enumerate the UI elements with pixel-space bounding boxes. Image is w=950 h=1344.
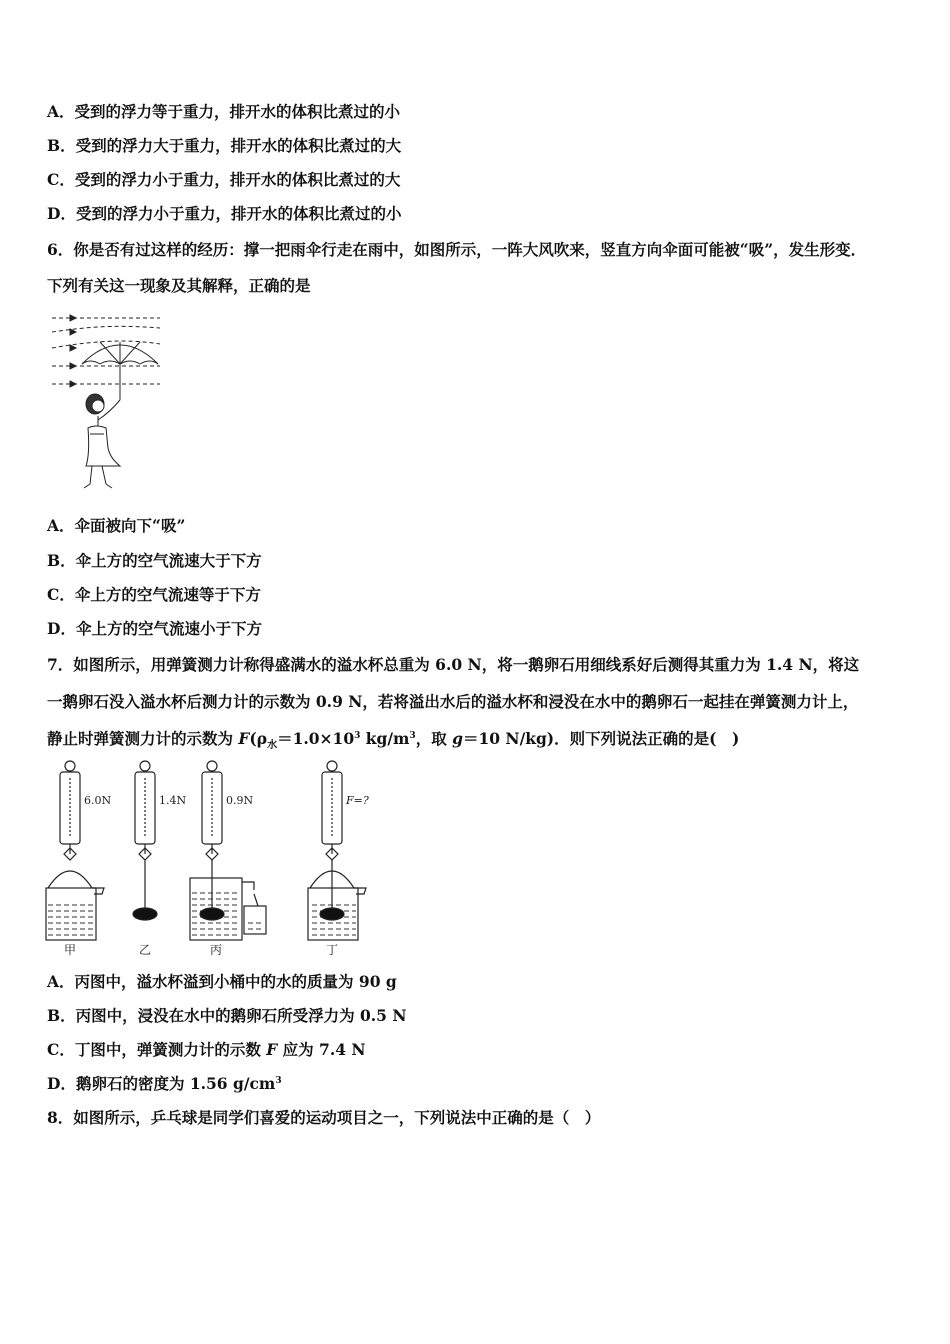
q7-stem-line1: 7．如图所示，用弹簧测力计称得盛满水的溢水杯总重为 6.0 N，将一鹅卵石用细线系好后测得其重力为 1.4 N，将这: [47, 655, 860, 674]
q7-option-a: A．丙图中，溢水杯溢到小桶中的水的质量为 90 g: [47, 972, 397, 991]
scale-yi: [133, 761, 157, 920]
q6-stem-line2: 下列有关这一现象及其解释，正确的是: [47, 276, 311, 295]
q5-option-c: C．受到的浮力小于重力，排开水的体积比煮过的大: [47, 170, 401, 189]
q7-option-c: C．丁图中，弹簧测力计的示数 F 应为 7.4 N: [47, 1040, 366, 1059]
label-bing: 丙: [210, 943, 223, 957]
umbrella-figure: [50, 308, 170, 498]
q8-stem-line1: 8．如图所示，乒乓球是同学们喜爱的运动项目之一，下列说法中正确的是（ ）: [47, 1108, 601, 1127]
q6-option-b: B．伞上方的空气流速大于下方: [47, 551, 262, 570]
reading-ding: F=?: [346, 794, 369, 807]
q7-stem-line3: 静止时弹簧测力计的示数为 $F(\rho_水=1.0\times 10^3$ $kg/m^3$，取 g＝10 N/kg)．则下列说法正确的是( ): [47, 729, 740, 752]
q5-option-d: D．受到的浮力小于重力，排开水的体积比煮过的小: [47, 204, 402, 223]
q5-option-a: A．受到的浮力等于重力，排开水的体积比煮过的小: [47, 102, 401, 121]
scale-jia: [46, 761, 104, 940]
label-yi: 乙: [139, 943, 152, 957]
reading-jia: 6.0N: [84, 794, 112, 807]
reading-bing: 0.9N: [226, 794, 254, 807]
scale-ding: [308, 761, 366, 940]
girl-icon: [84, 394, 120, 488]
q6-option-c: C．伞上方的空气流速等于下方: [47, 585, 261, 604]
reading-yi: 1.4N: [159, 794, 187, 807]
umbrella-icon: [82, 342, 158, 400]
label-ding: 丁: [326, 943, 339, 957]
q6-option-a: A．伞面被向下“吸”: [47, 516, 186, 535]
q5-option-b: B．受到的浮力大于重力，排开水的体积比煮过的大: [47, 136, 402, 155]
spring-scale-figure: [40, 758, 390, 958]
wind-arrow-icon: [52, 315, 160, 387]
scale-bing: [190, 761, 266, 940]
q7-stem-line2: 一鹅卵石没入溢水杯后测力计的示数为 0.9 N，若将溢出水后的溢水杯和浸没在水中的鹅卵石一起挂在弹簧测力计上，: [47, 692, 859, 711]
q6-option-d: D．伞上方的空气流速小于下方: [47, 619, 262, 638]
q7-option-b: B．丙图中，浸没在水中的鹅卵石所受浮力为 0.5 N: [47, 1006, 407, 1025]
label-jia: 甲: [64, 943, 77, 957]
q7-option-d: D．鹅卵石的密度为 1.56 $g/cm^3$: [47, 1074, 282, 1093]
q6-stem-line1: 6．你是否有过这样的经历：撑一把雨伞行走在雨中，如图所示，一阵大风吹来，竖直方向伞面可能被“吸”，发生形变．: [47, 240, 867, 259]
